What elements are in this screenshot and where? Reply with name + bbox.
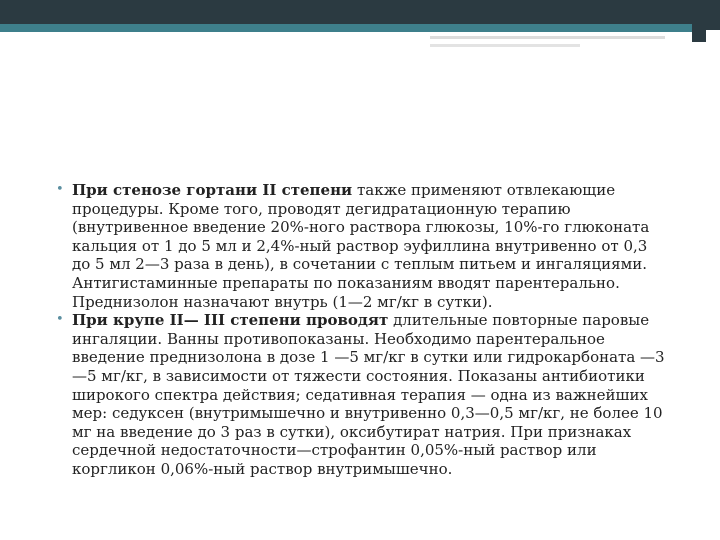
header-decor-line-short xyxy=(430,44,580,47)
header-band-dark xyxy=(0,0,720,24)
corner-decor-cutout xyxy=(706,30,720,44)
bullet-list xyxy=(56,181,666,479)
paragraph-lead: При крупе II— III степени проводят xyxy=(72,311,389,330)
paragraph-lead: При стенозе гортани II степени xyxy=(72,181,353,199)
paragraph-text: также применяют отвлекающие процедуры. Кроме того, проводят дегидратационную терапию (внутривенное введение 20%-ного раствора глюкозы, 10%-го глюконата кальция от 1 до 5 мл и 2,4%-ный раствор эуфиллина внутривенно от 0,3 до 5 мл 2—3 раза в день), в сочетании с теплым питьем и ингаляциями. Антигистаминные препараты по показаниям вводят парентерально. Преднизолон назначают внутрь (1—2 мг/кг в сутки). xyxy=(72,181,650,311)
header-band-accent xyxy=(0,24,720,32)
bullet-icon: • xyxy=(56,182,64,197)
list-item xyxy=(56,311,666,478)
paragraph-text: длительные повторные паровые ингаляции. Ванны противопоказаны. Необходимо парентеральное введение преднизолона в дозе 1 —5 мг/кг в сутки или гидрокарбоната —3—5 мг/кг, в зависимости от тяжести состояния. Показаны антибиотики широкого спектра действия; седативная терапия — одна из важнейших мер: седуксен (внутримышечно и внутривенно 0,3—0,5 мг/кг, не более 10 мг на введение до 3 раз в сутки), оксибутират натрия. При признаках сердечной недостаточности—строфантин 0,05%-ный раствор или коргликон 0,06%-ный раствор внутримышечно. xyxy=(72,311,665,478)
header-decor-line xyxy=(430,36,665,39)
slide-body xyxy=(56,181,666,479)
bullet-icon: • xyxy=(56,312,64,328)
list-item xyxy=(56,181,666,311)
